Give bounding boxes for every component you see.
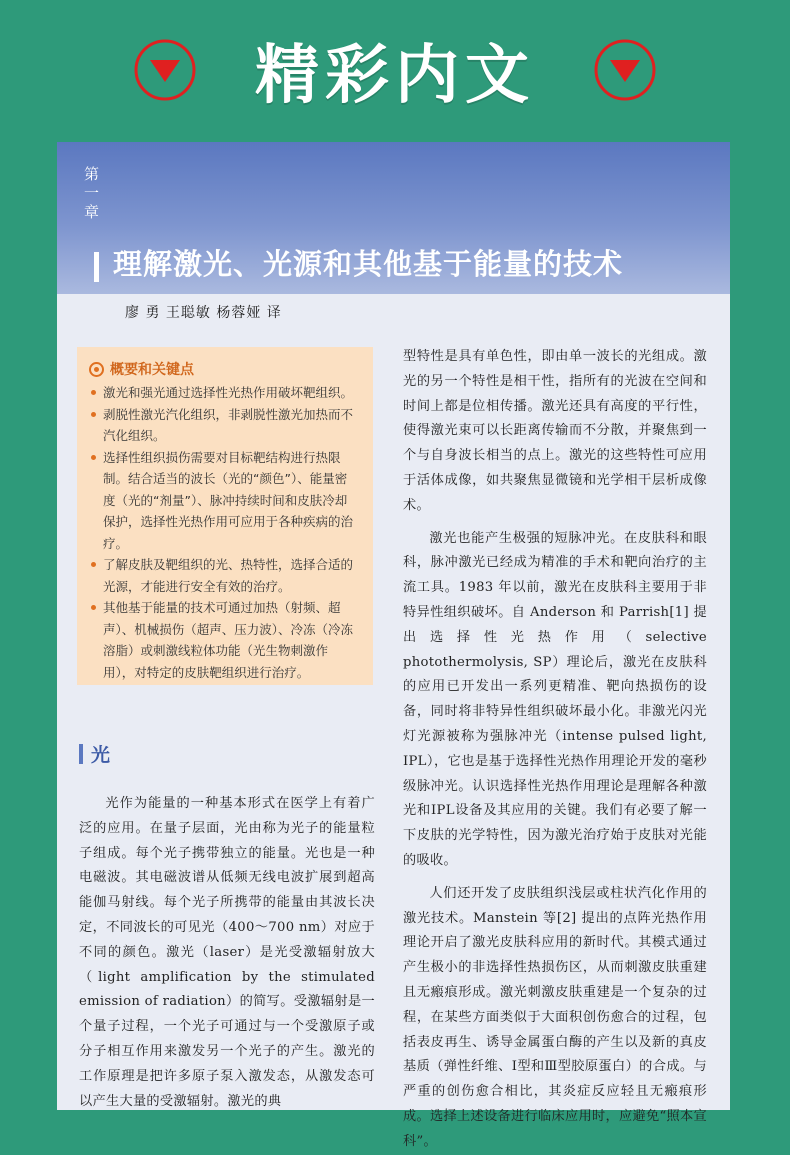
summary-header [89,359,359,379]
summary-item: 选择性组织损伤需要对目标靶结构进行热限制。结合适当的波长（光的“颜色”）、能量密度（光的“剂量”）、脉冲持续时间和皮肤冷却保护，选择性光热作用可应用于各种疾病的治疗。 [89,447,359,555]
summary-item: 剥脱性激光汽化组织，非剥脱性激光加热而不汽化组织。 [89,404,359,447]
summary-title: 概要和关键点 [110,362,194,378]
target-icon [89,362,104,377]
title-accent-bar [94,252,99,282]
body-paragraph: 光作为能量的一种基本形式在医学上有着广泛的应用。在量子层面，光由称为光子的能量粒子组成。每个光子携带独立的能量。光也是一种电磁波。其电磁波谱从低频无线电波扩展到超高能伽马射线。每个光子所携带的能量由其波长决定，不同波长的可见光（400～700 nm）对应于不同的颜色。激光（laser）是光受激辐射放大（light amplification by the stimulated emission of radiation）的简写。受激辐射是一个量子过程，一个光子可通过与一个受激原子或分子相互作用来激发另一个光子的产生。激光的工作原理是把许多原子泵入激发态，从激发态可以产生大量的受激辐射。激光的典 [79,796,375,1109]
summary-box [77,347,373,685]
translators: 廖 勇 王聪敏 杨蓉娅 译 [125,305,282,321]
banner-title: 精彩内文 [255,39,535,113]
body-paragraph: 人们还开发了皮肤组织浅层或柱状汽化作用的激光技术。Manstein 等[2] 提出的点阵光热作用理论开启了激光皮肤科应用的新时代。其模式通过产生极小的非选择性热损伤区，从而刺激皮肤重建且无瘢痕形成。激光刺激皮肤重建是一个复杂的过程，在某些方面类似于大面积创伤愈合的过程，包括表皮再生、诱导金属蛋白酶的产生以及新的真皮基质（弹性纤维、Ⅰ型和Ⅲ型胶原蛋白）的合成。与严重的创伤愈合相比，其炎症反应轻且无瘢痕形成。选择上述设备进行临床应用时，应避免“照本宣科”。 [403,885,707,1149]
chapter-header [57,142,730,294]
body-paragraph: 激光也能产生极强的短脉冲光。在皮肤科和眼科，脉冲激光已经成为精准的手术和靶向治疗的主流工具。1983 年以前，激光在皮肤科主要用于非特异性组织破坏。自 Anderson 和 Parrish[1] 提出选择性光热作用（selective photothermolysis, SP）理论后，激光在皮肤科的应用已开发出一系列更精准、靶向热损伤的设备，同时将非特异性组织破坏最小化。非激光闪光灯光源被称为强脉冲光（intense pulsed light, IPL），它也是基于选择性光热作用理论开发的毫秒级脉冲光。认识选择性光热作用理论是理解各种激光和IPL设备及其应用的关键。我们有必要了解一下皮肤的光学特性，因为激光治疗始于皮肤对光能的吸收。 [403,530,707,868]
down-arrow-circle-icon [133,38,197,102]
down-arrow-circle-icon [593,38,657,102]
right-column [403,345,707,1155]
chapter-title: 理解激光、光源和其他基于能量的技术 [113,247,624,281]
section-heading [79,740,110,767]
book-page [57,142,730,1149]
left-column [79,792,375,1114]
chapter-label: 第一章 [82,166,100,223]
banner [0,0,790,140]
summary-item: 激光和强光通过选择性光热作用破坏靶组织。 [89,382,359,404]
summary-item: 了解皮肤及靶组织的光、热特性，选择合适的光源，才能进行安全有效的治疗。 [89,554,359,597]
summary-item: 其他基于能量的技术可通过加热（射频、超声）、机械损伤（超声、压力波）、冷冻（冷冻溶脂）或刺激线粒体功能（光生物刺激作用），对特定的皮肤靶组织进行治疗。 [89,597,359,683]
section-accent-bar [79,744,83,764]
section-title: 光 [91,744,111,766]
body-paragraph: 型特性是具有单色性，即由单一波长的光组成。激光的另一个特性是相干性，指所有的光波在空间和时间上都是位相传播。激光还具有高度的平行性，使得激光束可以长距离传输而不分散，并聚焦到一个与自身波长相当的点上。激光的这些特性可应用于活体成像，如共聚焦显微镜和光学相干层析成像术。 [403,349,707,513]
